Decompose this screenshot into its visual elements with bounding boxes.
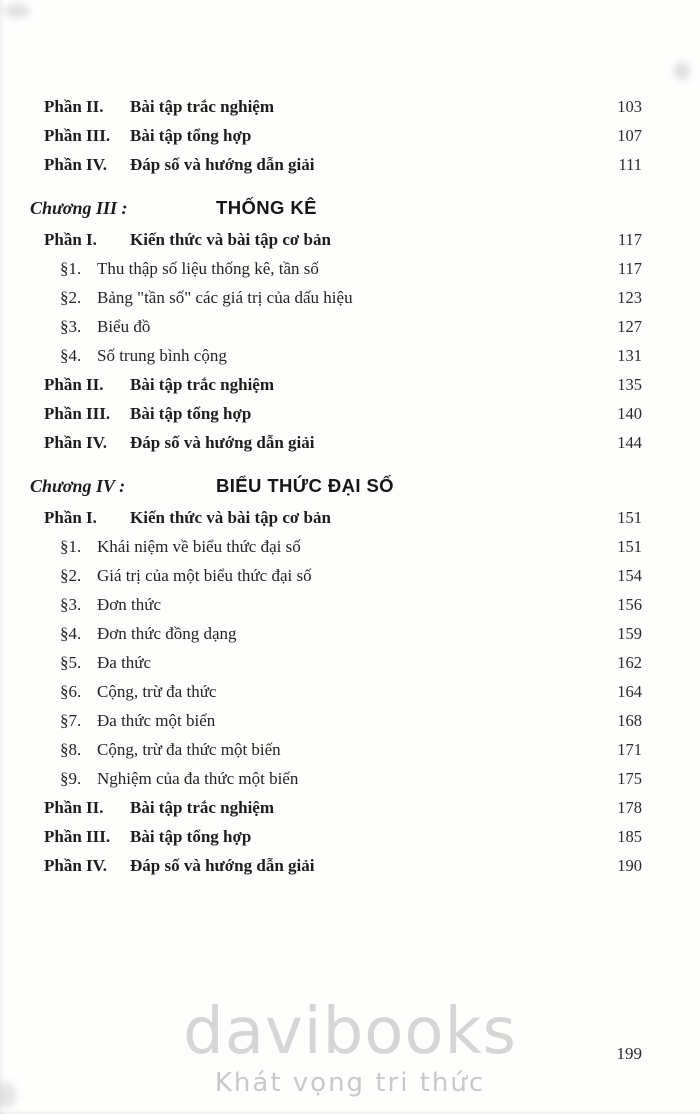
entry-title: Số trung bình cộng — [97, 346, 227, 365]
entry-title: Giá trị của một biểu thức đại số — [97, 566, 312, 585]
toc-entry — [44, 677, 642, 706]
entry-label: Phần I. — [44, 230, 97, 249]
entry-label: §3. — [60, 317, 82, 336]
toc-entry — [44, 254, 642, 283]
toc-entry — [44, 561, 642, 590]
entry-title: Bài tập tổng hợp — [130, 126, 252, 145]
watermark-tagline: Khát vọng tri thức — [214, 1068, 486, 1098]
entry-page: 159 — [617, 624, 642, 643]
entry-title: Đa thức một biến — [97, 711, 216, 730]
toc-section — [30, 471, 642, 880]
entry-title: Đáp số và hướng dẫn giải — [130, 856, 315, 875]
entry-page: 135 — [617, 375, 642, 394]
entry-page: 140 — [617, 404, 642, 423]
entry-page: 190 — [617, 856, 642, 875]
entry-label: Phần III. — [44, 827, 111, 846]
entry-label: §6. — [60, 682, 82, 701]
toc-section — [44, 92, 642, 179]
entry-title: Đa thức — [97, 653, 152, 672]
chapter-title: BIỂU THỨC ĐẠI SỐ — [216, 475, 394, 496]
toc-entry — [44, 312, 642, 341]
toc-entry — [44, 225, 642, 254]
entry-label: Phần IV. — [44, 433, 107, 452]
entry-title: Đơn thức đồng dạng — [97, 624, 237, 643]
entry-label: §8. — [60, 740, 82, 759]
entry-title: Bảng "tần số" các giá trị của dấu hiệu — [97, 288, 353, 307]
entry-page: 117 — [617, 259, 642, 278]
entry-page: 144 — [617, 433, 642, 452]
entry-title: Cộng, trừ đa thức một biến — [97, 740, 281, 759]
entry-title: Thu thập số liệu thống kê, tần số — [97, 259, 319, 278]
entry-page: 151 — [617, 508, 642, 527]
entry-title: Nghiệm của đa thức một biến — [97, 769, 299, 788]
entry-page: 131 — [617, 346, 642, 365]
entry-title: Đáp số và hướng dẫn giải — [130, 155, 315, 174]
toc-entry — [44, 793, 642, 822]
toc-entry — [44, 121, 642, 150]
toc-entry — [44, 619, 642, 648]
entry-label: §4. — [60, 346, 82, 365]
entry-page: 151 — [617, 537, 642, 556]
toc-entry — [44, 532, 642, 561]
toc-entry — [44, 150, 642, 179]
entry-label: §4. — [60, 624, 82, 643]
watermark — [0, 995, 700, 1100]
chapter-heading — [30, 193, 642, 223]
entry-page: 117 — [617, 230, 642, 249]
entry-title: Bài tập tổng hợp — [130, 827, 252, 846]
entry-title: Đáp số và hướng dẫn giải — [130, 433, 315, 452]
entry-page: 162 — [617, 653, 642, 672]
entry-label: §2. — [60, 566, 82, 585]
toc-entry — [44, 590, 642, 619]
entry-label: §3. — [60, 595, 82, 614]
entry-title: Bài tập tổng hợp — [130, 404, 252, 423]
entry-page: 107 — [617, 126, 642, 145]
entry-title: Đơn thức — [97, 595, 161, 614]
entry-label: §1. — [60, 259, 82, 278]
watermark-brand: davibooks — [183, 995, 517, 1069]
scan-smudge — [0, 1082, 16, 1108]
entry-label: Phần II. — [44, 798, 104, 817]
toc-entry — [44, 764, 642, 793]
entry-title: Bài tập trắc nghiệm — [130, 97, 275, 116]
entry-label: §5. — [60, 653, 82, 672]
entry-page: 164 — [617, 682, 642, 701]
toc-entry — [44, 341, 642, 370]
entry-page: 123 — [617, 288, 642, 307]
entry-label: Phần III. — [44, 404, 111, 423]
entry-label: Phần II. — [44, 97, 104, 116]
chapter-title: THỐNG KÊ — [216, 197, 317, 218]
toc-section — [30, 193, 642, 457]
entry-page: 185 — [617, 827, 642, 846]
toc-entry — [44, 822, 642, 851]
toc-entry — [44, 428, 642, 457]
toc-entry — [44, 648, 642, 677]
entry-title: Bài tập trắc nghiệm — [130, 798, 275, 817]
toc-entry — [44, 283, 642, 312]
entry-title: Khái niệm về biểu thức đại số — [97, 537, 301, 556]
entry-title: Biểu đồ — [97, 317, 151, 336]
entry-title: Bài tập trắc nghiệm — [130, 375, 275, 394]
toc-entry — [44, 706, 642, 735]
toc-entry — [44, 399, 642, 428]
toc-entry — [44, 503, 642, 532]
entry-label: §9. — [60, 769, 82, 788]
toc-entry — [44, 92, 642, 121]
chapter-heading — [30, 471, 642, 501]
toc-entry — [44, 851, 642, 880]
entry-label: Phần II. — [44, 375, 104, 394]
entry-page: 154 — [617, 566, 642, 585]
chapter-label: Chương IV : — [30, 476, 126, 496]
entry-page: 175 — [617, 769, 642, 788]
entry-label: Phần IV. — [44, 856, 107, 875]
toc-entry — [44, 370, 642, 399]
chapter-label: Chương III : — [30, 198, 128, 218]
scan-edge-shadow — [0, 1110, 700, 1114]
entry-page: 103 — [617, 97, 642, 116]
entry-label: Phần IV. — [44, 155, 107, 174]
entry-label: Phần III. — [44, 126, 111, 145]
entry-page: 178 — [617, 798, 642, 817]
entry-label: §2. — [60, 288, 82, 307]
entry-title: Kiến thức và bài tập cơ bản — [130, 230, 331, 249]
entry-page: 156 — [617, 595, 642, 614]
entry-page: 168 — [617, 711, 642, 730]
toc-entry — [44, 735, 642, 764]
entry-label: §1. — [60, 537, 82, 556]
entry-title: Cộng, trừ đa thức — [97, 682, 217, 701]
entry-label: Phần I. — [44, 508, 97, 527]
entry-label: §7. — [60, 711, 82, 730]
entry-page: 127 — [617, 317, 642, 336]
entry-title: Kiến thức và bài tập cơ bản — [130, 508, 331, 527]
entry-page: 111 — [618, 155, 642, 174]
page-number: 199 — [616, 1044, 642, 1063]
entry-page: 171 — [617, 740, 642, 759]
